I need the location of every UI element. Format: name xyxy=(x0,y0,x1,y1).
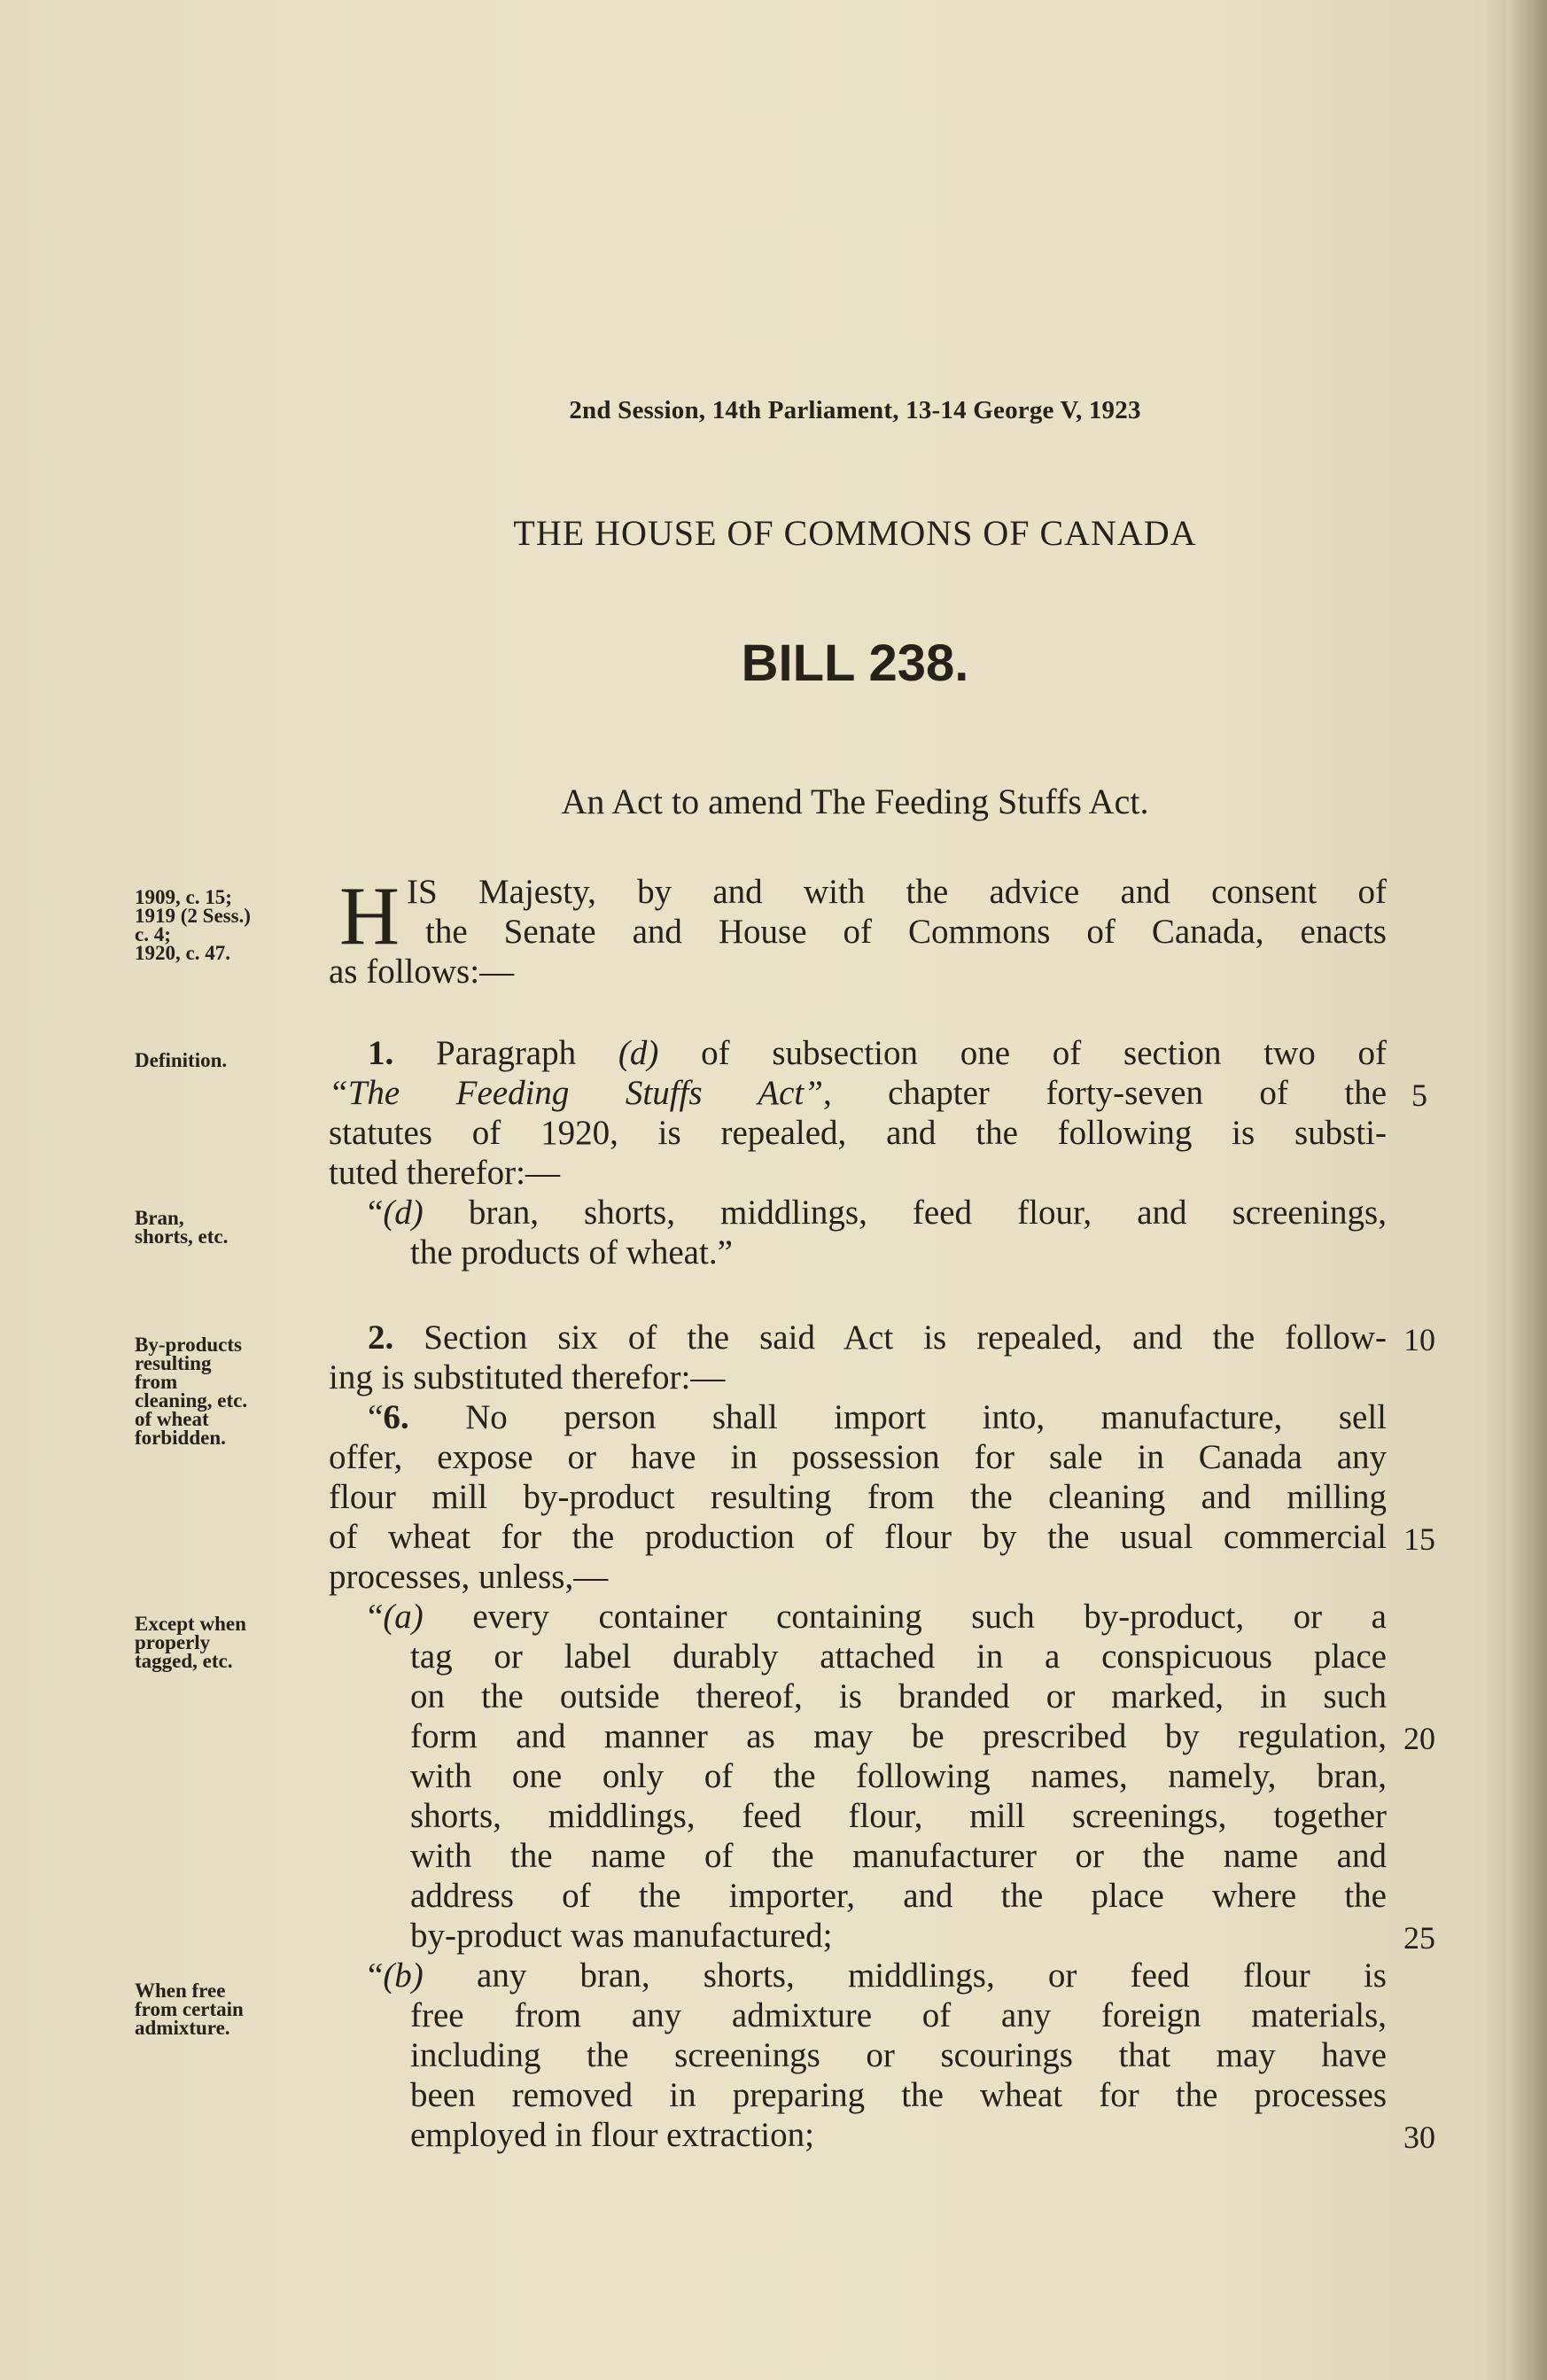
page-edge xyxy=(1506,0,1547,2380)
margin-note-citation xyxy=(135,888,312,962)
text-run: Paragraph xyxy=(436,1034,618,1072)
bill-subtitle: An Act to amend The Feeding Stuffs Act. xyxy=(561,782,1149,821)
margin-note-line: When free xyxy=(135,1979,226,2002)
margin-note-when-free xyxy=(135,1981,312,2037)
margin-note-line: Bran, xyxy=(135,1207,184,1229)
session-line: 2nd Session, 14th Parliament, 13-14 George V, 1923 xyxy=(569,396,1141,424)
margin-note-line: c. 4; xyxy=(135,923,171,945)
text-run: of subsection one of section two of xyxy=(658,1034,1388,1072)
margin-note-line: 1909, c. 15; xyxy=(135,886,232,908)
margin-note-line: Except when xyxy=(135,1613,246,1635)
margin-note-bran xyxy=(135,1209,312,1246)
paragraph-b-line: employed in flour extraction; xyxy=(410,2116,814,2154)
paragraph-a-line: tag or label durably attached in a conspicuous place xyxy=(410,1637,1387,1676)
section-1-line xyxy=(368,1033,1387,1073)
section-1-line xyxy=(329,1073,1387,1113)
quote-mark: “ xyxy=(368,1194,384,1232)
paragraph-a-line: with the name of the manufacturer or the name and xyxy=(410,1837,1387,1875)
line-number: 30 xyxy=(1403,2119,1435,2155)
paragraph-label: (d) xyxy=(383,1194,424,1232)
section-number: 1. xyxy=(368,1034,394,1072)
text-run: , chapter forty-seven of the xyxy=(822,1074,1388,1112)
section-6-line: offer, expose or have in possession for sale in Canada any xyxy=(329,1438,1387,1476)
quote-mark: “ xyxy=(368,1956,384,1995)
margin-note-line: shorts, etc. xyxy=(135,1225,229,1248)
section-6-line xyxy=(368,1397,1387,1437)
drop-cap: H xyxy=(339,870,400,962)
margin-note-line: of wheat xyxy=(135,1408,209,1430)
enacting-line: as follows:— xyxy=(329,953,515,991)
text-run: No person shall import into, manufacture, sell xyxy=(408,1398,1387,1436)
paragraph-b-line xyxy=(368,1956,1387,1995)
quote-mark: “ xyxy=(368,1398,384,1436)
paragraph-b-line: including the screenings or scourings that may have xyxy=(410,2036,1387,2074)
margin-note-line: forbidden. xyxy=(135,1427,226,1449)
paragraph-a-line: on the outside thereof, is branded or marked, in such xyxy=(410,1677,1387,1715)
enacting-line: IS Majesty, by and with the advice and consent of xyxy=(407,873,1387,911)
margin-note-line: tagged, etc. xyxy=(135,1650,233,1672)
section-number: 6. xyxy=(383,1398,409,1436)
section-2-line: ing is substituted therefor:— xyxy=(329,1358,726,1396)
section-1-line: statutes of 1920, is repealed, and the following is substi- xyxy=(329,1114,1387,1152)
paragraph-label: (d) xyxy=(618,1034,659,1072)
margin-note-line: resulting xyxy=(135,1352,212,1374)
margin-note-definition xyxy=(135,1051,312,1069)
section-2-line xyxy=(368,1318,1387,1357)
paragraph-d-line: the products of wheat.” xyxy=(410,1233,733,1272)
margin-note-line: admixture. xyxy=(135,2017,230,2039)
margin-note-line: from xyxy=(135,1371,178,1393)
section-number: 2. xyxy=(368,1318,394,1357)
section-1-line: tuted therefor:— xyxy=(329,1154,560,1192)
paragraph-a-line: with one only of the following names, namely, bran, xyxy=(410,1757,1387,1795)
line-number: 5 xyxy=(1411,1077,1427,1113)
margin-note-byproducts xyxy=(135,1335,312,1447)
paragraph-a-line: shorts, middlings, feed flour, mill screenings, together xyxy=(410,1797,1387,1835)
paragraph-a-line: by-product was manufactured; xyxy=(410,1917,833,1955)
line-number: 25 xyxy=(1403,1920,1435,1956)
margin-note-except xyxy=(135,1614,312,1670)
text-run: every container containing such by-product, or a xyxy=(423,1598,1387,1636)
text-run: Section six of the said Act is repealed, and the follow- xyxy=(393,1318,1387,1357)
line-number: 10 xyxy=(1403,1322,1435,1357)
margin-note-line: 1920, c. 47. xyxy=(135,942,230,964)
bill-number: BILL 238. xyxy=(741,634,969,692)
paragraph-label: (a) xyxy=(383,1598,424,1636)
margin-note-line: cleaning, etc. xyxy=(135,1389,248,1412)
text-run: any bran, shorts, middlings, or feed flour is xyxy=(423,1956,1387,1995)
act-title: “The Feeding Stuffs Act” xyxy=(329,1074,823,1112)
quote-mark: “ xyxy=(368,1598,384,1636)
margin-note-line: 1919 (2 Sess.) xyxy=(135,905,251,927)
margin-note-line: Definition. xyxy=(135,1049,228,1071)
section-6-line: processes, unless,— xyxy=(329,1558,609,1596)
paragraph-a-line xyxy=(368,1597,1387,1637)
section-6-line: flour mill by-product resulting from the cleaning and milling xyxy=(329,1478,1387,1516)
margin-note-line: By-products xyxy=(135,1334,242,1356)
paragraph-a-line: address of the importer, and the place where the xyxy=(410,1877,1387,1915)
paragraph-d-line xyxy=(368,1193,1387,1233)
house-title: THE HOUSE OF COMMONS OF CANADA xyxy=(513,513,1197,553)
line-number: 20 xyxy=(1403,1721,1435,1756)
line-number: 15 xyxy=(1403,1521,1435,1557)
section-6-line: of wheat for the production of flour by the usual commercial xyxy=(329,1518,1387,1556)
paragraph-b-line: been removed in preparing the wheat for the processes xyxy=(410,2076,1387,2114)
text-run: bran, shorts, middlings, feed flour, and screenings, xyxy=(423,1194,1387,1232)
paragraph-label: (b) xyxy=(383,1956,424,1995)
paragraph-b-line: free from any admixture of any foreign materials, xyxy=(410,1996,1387,2034)
margin-note-line: from certain xyxy=(135,1998,244,2020)
paragraph-a-line: form and manner as may be prescribed by regulation, xyxy=(410,1717,1387,1755)
margin-note-line: properly xyxy=(135,1631,211,1653)
enacting-line: the Senate and House of Commons of Canada, enacts xyxy=(425,913,1387,951)
